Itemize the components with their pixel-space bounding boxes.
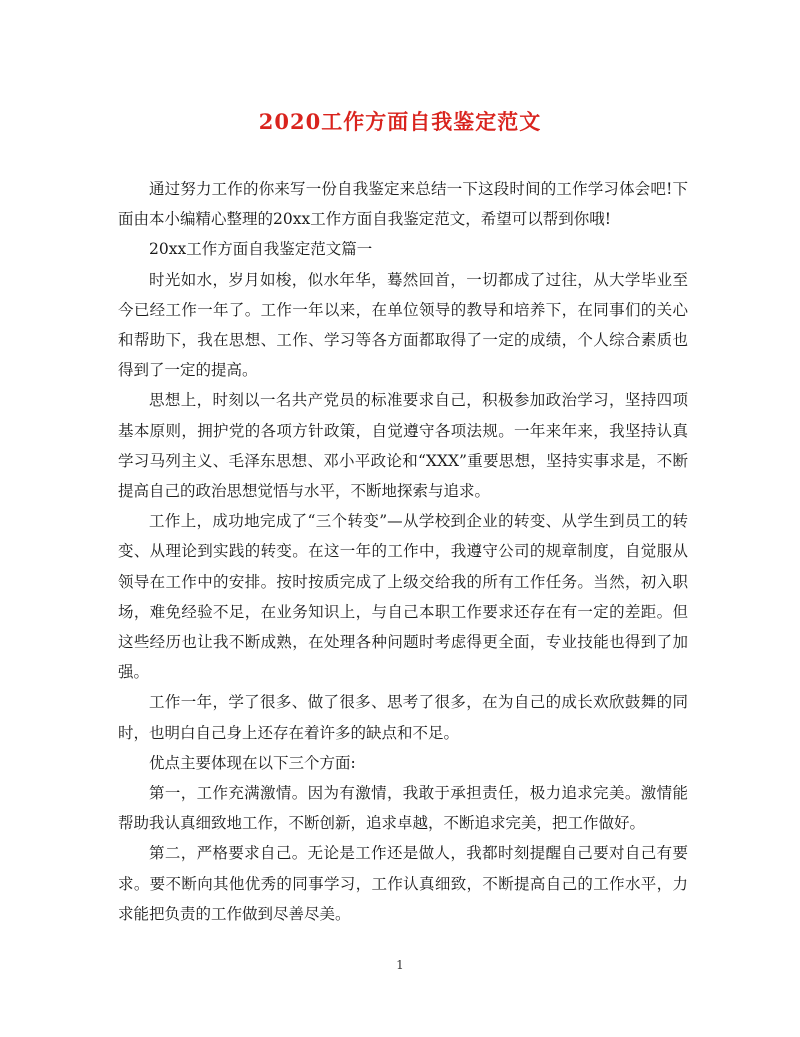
paragraph-2: 思想上，时刻以一名共产党员的标准要求自己，积极参加政治学习，坚持四项基本原则，拥护党的各项方针政策，自觉遵守各项法规。一年来年来，我坚持认真学习马列主义、毛泽东思想、邓小平政论和“XXX”重要思想，坚持实事求是，不断提高自己的政治思想觉悟与水平，不断地探索与追求。 [118,391,688,501]
page-number: 1 [396,958,404,972]
paragraph-5: 优点主要体现在以下三个方面: [149,753,356,772]
paragraph-intro: 通过努力工作的你来写一份自我鉴定来总结一下这段时间的工作学习体会吧!下面由本小编精心整理的20xx工作方面自我鉴定范文，希望可以帮到你哦! [118,180,688,229]
paragraph-1: 时光如水，岁月如梭，似水年华，蓦然回首，一切都成了过往，从大学毕业至今已经工作一年了。工作一年以来，在单位领导的教导和培养下，在同事们的关心和帮助下，我在思想、工作、学习等各方面都取得了一定的成绩，个人综合素质也得到了一定的提高。 [118,270,688,380]
paragraph-6: 第一，工作充满激情。因为有激情，我敢于承担责任，极力追求完美。激情能帮助我认真细致地工作，不断创新，追求卓越，不断追求完美，把工作做好。 [118,784,688,833]
document-title: 2020工作方面自我鉴定范文 [258,109,542,134]
paragraph-7: 第二，严格要求自己。无论是工作还是做人，我都时刻提醒自己要对自己有要求。要不断向其他优秀的同事学习，工作认真细致，不断提高自己的工作水平，力求能把负责的工作做到尽善尽美。 [118,844,688,923]
paragraph-4: 工作一年，学了很多、做了很多、思考了很多，在为自己的成长欢欣鼓舞的同时，也明白自己身上还存在着许多的缺点和不足。 [118,693,688,742]
document-body [118,174,688,929]
paragraph-3: 工作上，成功地完成了“三个转变”—从学校到企业的转变、从学生到员工的转变、从理论到实践的转变。在这一年的工作中，我遵守公司的规章制度，自觉服从领导在工作中的安排。按时按质完成了上级交给我的所有工作任务。当然，初入职场，难免经验不足，在业务知识上，与自己本职工作要求还存在有一定的差距。但这些经历也让我不断成熟，在处理各种问题时考虑得更全面，专业技能也得到了加强。 [118,512,688,682]
section-heading: 20xx工作方面自我鉴定范文篇一 [149,240,373,259]
